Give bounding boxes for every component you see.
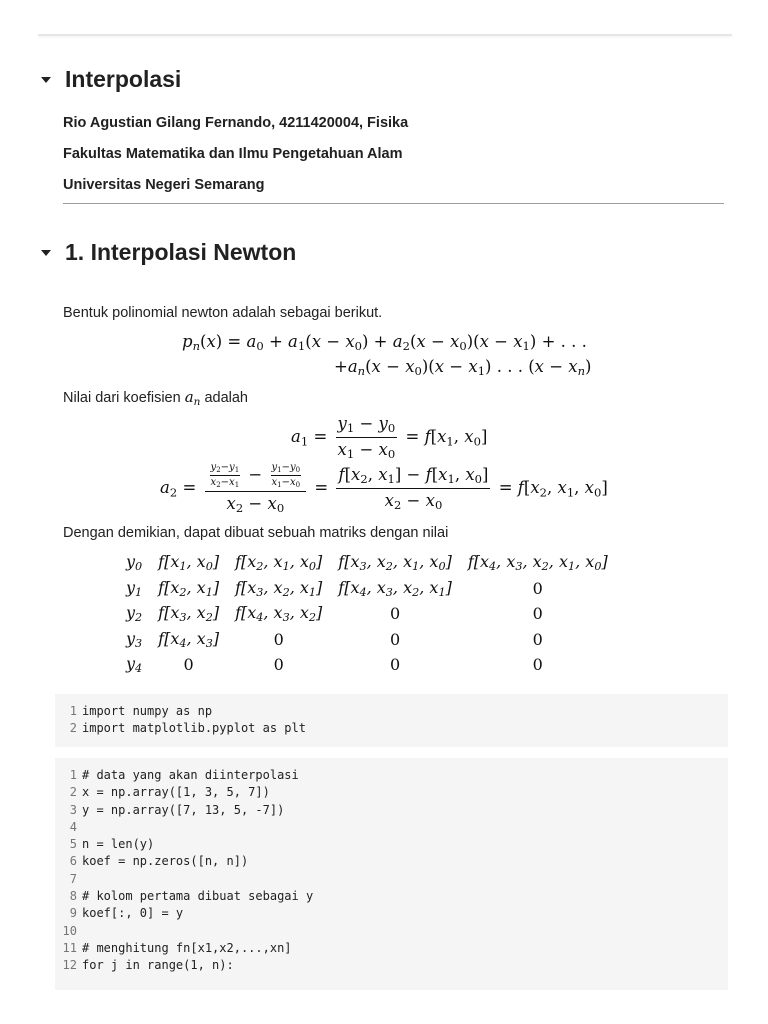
university-line: Universitas Negeri Semarang: [63, 177, 265, 193]
collapse-caret-icon[interactable]: [41, 77, 51, 83]
coefficient-text-suffix: adalah: [204, 390, 248, 406]
code-line: 12 for j in range(1, n):: [62, 958, 234, 973]
faculty-line: Fakultas Matematika dan Ilmu Pengetahuan Alam: [63, 146, 403, 162]
code-line: 10: [62, 923, 77, 938]
newton-polynomial-line1: $p_n(x) = a_0 + a_1(x - x_0) + a_2(x - x_0)(x - x_1)$ + . . .: [182, 332, 587, 354]
code-line: 9 koef[:, 0] = y: [69, 906, 184, 921]
intro-text: Bentuk polinomial newton adalah sebagai berikut.: [63, 305, 383, 321]
coefficient-text-prefix: Nilai dari koefisien: [63, 390, 181, 406]
code-line: 2 x = np.array([1, 3, 5, 7]): [69, 785, 270, 800]
matrix-intro-text: Dengan demikian, dapat dibuat sebuah matriks dengan nilai: [63, 525, 449, 541]
code-line: 11 # menghitung fn[x1,x2,...,xn]: [62, 940, 292, 955]
equation-a1: $a_1$ = $\frac{y_1 - y_0}{x_1 - x_0}$ = $f[x_1$, $x_0$]: [291, 414, 488, 462]
matrix-row: $y_3$ $f[x_4$, $x_3$] 0 0 0: [126, 628, 543, 650]
code-line: 3 y = np.array([7, 13, 5, -7]): [69, 802, 285, 817]
code-line: 2 import matplotlib.pyplot as plt: [69, 721, 306, 736]
section-heading-interpolasi[interactable]: [38, 66, 181, 93]
section-title: Interpolasi: [65, 66, 182, 92]
matrix-row: $y_0$ $f[x_1$, $x_0$] $f[x_2$, $x_1$, $x_0$] $f[x_3$, $x_2$, $x_1$, $x_0$] $f[x_4$, $x_3$, $x_2$, $x_1$, $x_0$]: [126, 552, 608, 574]
code-line: 5 n = len(y): [69, 837, 155, 852]
code-line: 6 koef = np.zeros([n, n]): [69, 854, 249, 869]
code-line: 1 import numpy as np: [69, 704, 213, 718]
author-line: Rio Agustian Gilang Fernando, 4211420004, Fisika: [63, 115, 409, 131]
section-title: 1. Interpolasi Newton: [65, 239, 297, 265]
code-line: 8 # kolom pertama dibuat sebagai y: [69, 889, 314, 904]
equation-a2: $a_2$ = $\frac{y_2-y_1}{x_2-x_1}$ − $\frac{y_1-y_0}{x_1-x_0}$ $x_2 - x_0$ = $\frac{f[x_2, x_1] - f[x_1, x_0]}{x_2 - x_0}$ = $f[x_2$, $x_1$, $x_0$]: [160, 462, 608, 516]
code-cell-imports[interactable]: [55, 694, 728, 747]
horizontal-rule: [63, 203, 724, 204]
divided-difference-matrix: [118, 550, 616, 678]
newton-polynomial-line2: $+a_n(x - x_0)(x - x_1)$ . . . $(x - x_n)$: [334, 357, 592, 379]
section-heading-newton[interactable]: [38, 239, 296, 266]
matrix-row: $y_2$ $f[x_3$, $x_2$] $f[x_4$, $x_3$, $x_2$] 0 0: [126, 603, 543, 625]
matrix-row: $y_1$ $f[x_2$, $x_1$] $f[x_3$, $x_2$, $x_1$] $f[x_4$, $x_3$, $x_2$, $x_1$] 0: [126, 577, 543, 599]
top-divider: [38, 34, 732, 36]
coefficient-text: [63, 388, 248, 408]
code-line: 1 # data yang akan diinterpolasi: [69, 768, 299, 782]
matrix-row: $y_4$ 0 0 0 0: [126, 654, 543, 676]
collapse-caret-icon[interactable]: [41, 250, 51, 256]
code-cell-newton-coefficients[interactable]: [55, 758, 728, 990]
code-line: 7: [69, 871, 77, 886]
code-line: 4: [69, 819, 77, 834]
coefficient-symbol: $a_n$: [184, 388, 201, 408]
